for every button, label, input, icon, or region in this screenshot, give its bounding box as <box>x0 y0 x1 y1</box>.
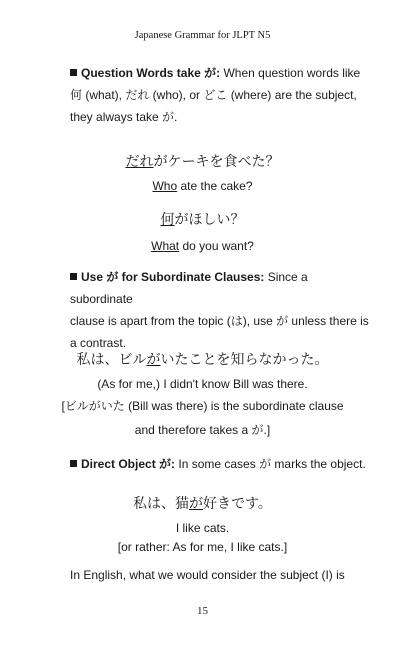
section-heading: Question Words take が: <box>81 66 221 80</box>
example-jp: だれがケーキを食べた？ <box>125 154 280 170</box>
example-note: [ビルがいた (Bill was there) is the subordinate clause <box>61 399 344 413</box>
example-en: Who ate the cake? <box>152 179 253 193</box>
example-en: I like cats. <box>175 521 230 535</box>
example-jp: 何がほしい？ <box>160 212 245 228</box>
example-note: and therefore takes a が.] <box>134 423 271 437</box>
running-header: Japanese Grammar for JLPT N5 <box>134 30 271 41</box>
bullet-square-icon <box>70 460 77 467</box>
example-jp: 私は、猫が好きです。 <box>133 496 272 512</box>
section-direct-object: Direct Object が: In some cases が marks the object. <box>70 453 370 475</box>
example-en: What do you want? <box>151 239 254 253</box>
example-en: (As for me,) I didn't know Bill was there. <box>97 377 308 391</box>
bullet-square-icon <box>70 69 77 76</box>
body-text: In English, what we would consider the subject (I) is <box>70 568 345 582</box>
page-number: 15 <box>197 605 208 617</box>
bullet-square-icon <box>70 273 77 280</box>
example-jp: 私は、ビルがいたことを知らなかった。 <box>76 352 329 368</box>
section-heading: Direct Object が: <box>81 457 176 471</box>
section-subordinate-clauses: Use が for Subordinate Clauses: Since a subordinate clause is apart from the topic (は), use が unless there is a contrast. <box>70 270 369 350</box>
section-question-words: Question Words take が: When question words like 何 (what), だれ (who), or どこ (where) are the subject, they always take が. <box>70 66 361 124</box>
section-heading: Use が for Subordinate Clauses: <box>81 270 265 284</box>
example-note: [or rather: As for me, I like cats.] <box>117 540 288 554</box>
